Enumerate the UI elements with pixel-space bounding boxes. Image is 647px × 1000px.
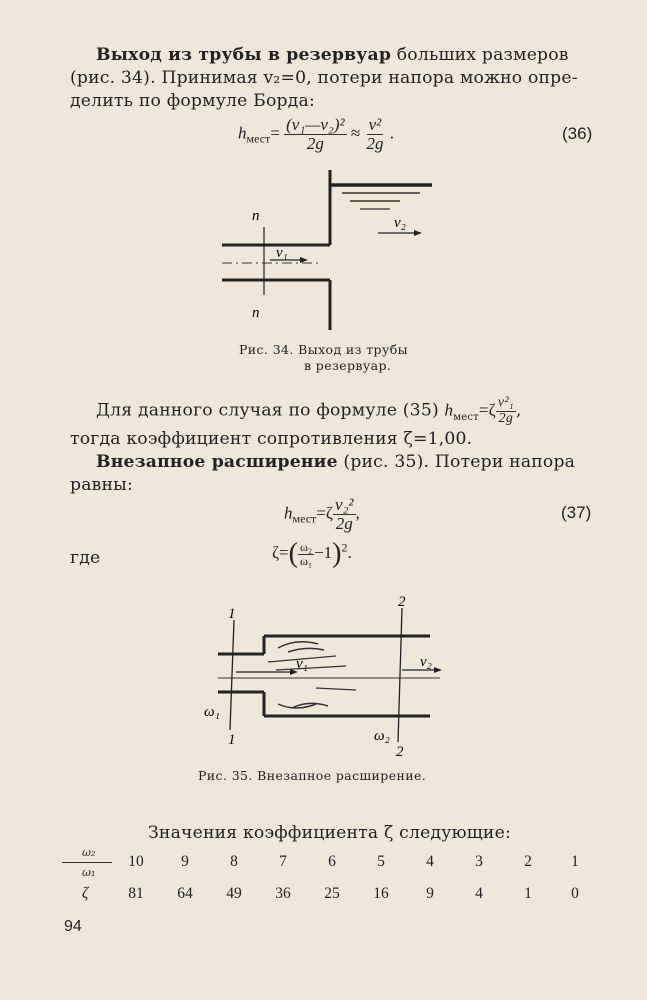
ratio-value: 9 [181, 853, 189, 870]
ratio-value: 2 [524, 853, 532, 870]
eq37-eq: =ζ [316, 503, 333, 523]
section-1-line [230, 620, 234, 730]
equation-37 [284, 496, 360, 533]
p2-formula-lhs: h [444, 400, 454, 420]
label-n-top: n [252, 208, 260, 224]
label-section-1-bottom: 1 [228, 732, 236, 748]
zeta-header: ζ [82, 885, 89, 902]
figure-34-caption-line-2: в резервуар. [304, 358, 392, 373]
eq36-approx: ≈ [350, 123, 361, 143]
zeta-value: 64 [177, 885, 193, 902]
zeta-value: 49 [226, 885, 242, 902]
paragraph-2-line-1 [96, 396, 521, 429]
ratio-value: 7 [279, 853, 287, 870]
ratio-value: 10 [128, 853, 144, 870]
paragraph-2-line-2: тогда коэффициент сопротивления ζ=1,00. [70, 429, 473, 449]
zeta-formula-denominator: ω₁ [299, 553, 313, 568]
zeta-formula-power: 2 [341, 540, 348, 555]
paragraph-1-line-2: (рис. 34). Принимая v₂=0, потери напора можно опре- [70, 68, 578, 88]
ratio-value: 6 [328, 853, 336, 870]
p2-formula-tail: , [515, 400, 522, 421]
zeta-row [0, 885, 647, 907]
zeta-formula-minus: −1 [314, 542, 333, 562]
zeta-formula: ζ=( $\frac{\text{ω₂}}{\text{ω₁}}$ −1)$^2$. [272, 538, 352, 569]
ratio-value: 8 [230, 853, 238, 870]
v2-arrowhead [414, 230, 422, 236]
label-section-1-top: 1 [228, 606, 236, 622]
zeta-value: 4 [475, 885, 483, 902]
figure-34-caption-line-1: Рис. 34. Выход из трубы [239, 342, 408, 357]
label-v1-35: v₁ [296, 656, 308, 672]
zeta-formula-numerator: ω₂ [299, 539, 313, 554]
v2-arrowhead-35 [434, 667, 442, 673]
lower-eddy [278, 703, 328, 708]
label-n-bottom: n [252, 305, 260, 321]
p2-formula-denominator: 2g [498, 410, 514, 426]
eq37-lhs: h [284, 503, 293, 523]
zeta-value: 81 [128, 885, 144, 902]
zeta-value: 36 [275, 885, 291, 902]
zeta-value: 0 [571, 885, 579, 902]
p2-formula-fraction [496, 396, 516, 426]
eq36-denominator-1: 2g [306, 133, 324, 153]
flow-line-3 [316, 688, 356, 690]
label-v2: v₂ [394, 215, 406, 231]
ratio-numerator: ω₂ [82, 846, 96, 859]
heading-sudden-expansion: Внезапное расширение [96, 452, 338, 472]
figure-35-diagram [196, 592, 452, 760]
label-v2-35: v₂ [420, 654, 432, 670]
eq36-lhs: h [238, 123, 247, 143]
p2-formula-eq: =ζ [478, 400, 496, 420]
eq36-lhs-sub: мест [246, 131, 271, 146]
equation-37-number: (37) [561, 503, 592, 522]
zeta-formula-tail: . [347, 542, 352, 562]
eq37-fraction [333, 496, 356, 533]
label-omega-2: ω₂ [374, 728, 390, 744]
eq37-tail: , [355, 503, 360, 523]
zeta-value: 25 [324, 885, 340, 902]
ratio-value: 3 [475, 853, 483, 870]
p2-formula-numerator: v²₁ [497, 395, 514, 410]
ratio-denominator: ω₁ [82, 866, 96, 879]
eq36-fraction-1 [284, 116, 346, 153]
equation-36: $h_{мест}=$ $\frac{\text{(v₁—v₂)²}}{2g}$ ≈ $\frac{\text{v²}}{2g}$ . [238, 115, 394, 153]
label-section-2-top: 2 [398, 594, 406, 610]
eq37-lhs-sub: мест [292, 511, 317, 526]
figure-35-caption: Рис. 35. Внезапное расширение. [198, 768, 427, 783]
ratio-value: 1 [571, 853, 579, 870]
paragraph-3-line-2: равны: [70, 475, 134, 495]
zeta-formula-fraction [298, 541, 314, 567]
paragraph-1-line-1 [96, 44, 569, 67]
label-omega-1: ω₁ [204, 704, 220, 720]
flow-line-2 [276, 666, 346, 670]
eq36-numerator-1: (v₁—v₂)² [286, 115, 345, 134]
v1-arrowhead [300, 257, 308, 263]
heading-pipe-exit: Выход из трубы в резервуар [96, 45, 392, 65]
ratio-value: 4 [426, 853, 434, 870]
p2-formula-sub: мест [453, 412, 479, 424]
paragraph-3-line-1 [96, 451, 575, 474]
table-title: Значения коэффициента ζ следующие: [148, 823, 511, 843]
eq36-fraction-2 [364, 116, 385, 153]
eq36-numerator-2: v² [368, 115, 382, 134]
section-2-line [398, 608, 402, 742]
zeta-value: 9 [426, 885, 434, 902]
zeta-formula-lhs: ζ= [272, 542, 289, 562]
paragraph-3-line-1-rest: (рис. 35). Потери напора [343, 452, 576, 472]
ratio-row [0, 853, 647, 875]
zeta-value: 16 [373, 885, 389, 902]
ratio-value: 5 [377, 853, 385, 870]
equation-36-number: (36) [562, 124, 593, 143]
paragraph-1-line-3: делить по формуле Борда: [70, 91, 315, 111]
page-number: 94 [64, 918, 82, 935]
eq36-tail: . [389, 123, 394, 143]
eq37-denominator: 2g [335, 513, 353, 533]
where-word: где [70, 548, 101, 568]
zeta-value: 1 [524, 885, 532, 902]
upper-eddy [278, 642, 324, 652]
eq37-numerator: v₂² [334, 495, 354, 514]
paragraph-1-line-1-rest: больших размеров [396, 45, 569, 65]
figure-34-diagram [200, 165, 440, 335]
label-v1: v₁ [276, 245, 288, 261]
label-section-2-bottom: 2 [396, 744, 404, 760]
paragraph-2-text: Для данного случая по формуле (35) [96, 400, 439, 421]
eq36-denominator-2: 2g [366, 133, 384, 153]
